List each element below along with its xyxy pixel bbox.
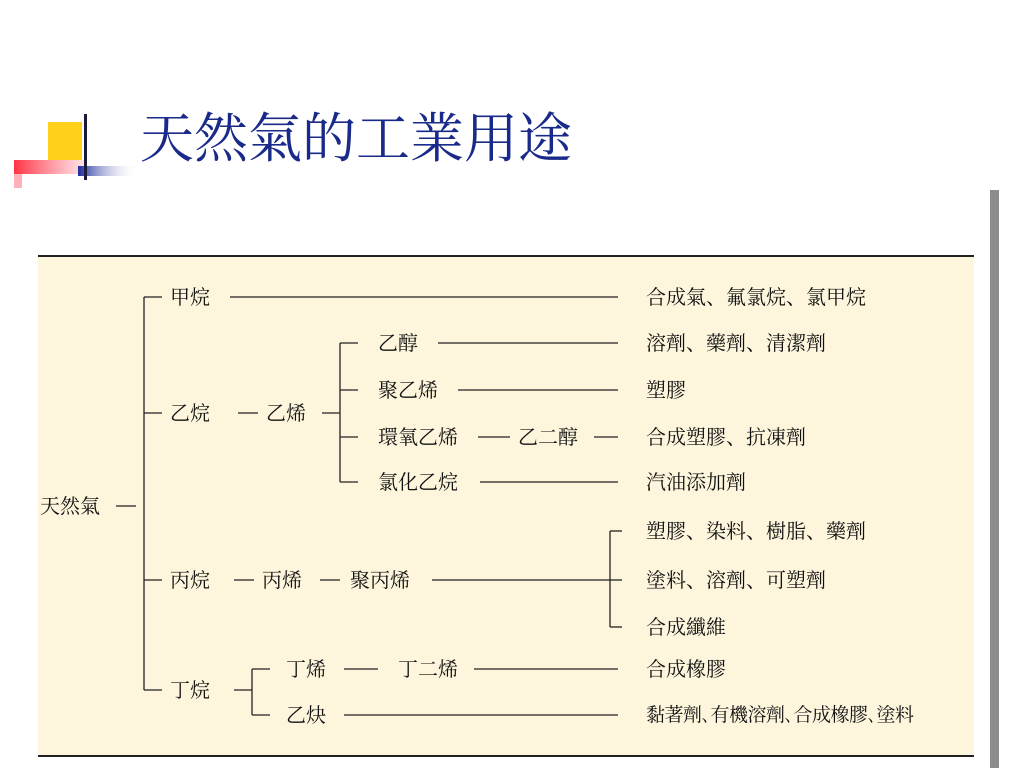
node-chloroethane: 氯化乙烷: [378, 470, 458, 494]
node-butane: 丁烷: [170, 678, 210, 702]
use-polypropylene-1: 塑膠、染料、樹脂、藥劑: [646, 519, 866, 543]
use-polypropylene-3: 合成纖維: [646, 615, 726, 639]
node-ethylene-oxide: 環氧乙烯: [378, 425, 458, 449]
red-bar: [14, 160, 84, 174]
node-polypropylene: 聚丙烯: [350, 568, 410, 592]
right-edge-bar: [990, 190, 999, 768]
node-polyethylene: 聚乙烯: [378, 378, 438, 402]
dark-stem: [84, 114, 87, 180]
slide-decoration: [0, 100, 140, 200]
node-acetylene: 乙炔: [286, 703, 326, 727]
use-polyethylene: 塑膠: [646, 378, 686, 402]
node-propane: 丙烷: [170, 568, 210, 592]
node-root: 天然氣: [40, 494, 100, 518]
use-methane: 合成氣、氟氯烷、氯甲烷: [646, 285, 866, 309]
yellow-square: [48, 122, 82, 160]
node-ethane: 乙烷: [170, 401, 210, 425]
tree-diagram-panel: [38, 255, 974, 757]
use-acetylene: 黏著劑､有機溶劑､合成橡膠､塗料: [646, 704, 914, 726]
node-ethylene: 乙烯: [266, 401, 306, 425]
slide-title: 天然氣的工業用途: [140, 107, 572, 170]
red-stub: [14, 174, 22, 188]
corner-bars-graphic: [0, 100, 140, 200]
use-polypropylene-2: 塗料、溶劑、可塑劑: [646, 568, 826, 592]
node-ethylene-glycol: 乙二醇: [518, 425, 578, 449]
use-ethylene-glycol: 合成塑膠、抗凍劑: [646, 425, 806, 449]
node-butadiene: 丁二烯: [398, 657, 458, 681]
node-methane: 甲烷: [170, 285, 210, 309]
node-ethanol: 乙醇: [378, 331, 418, 355]
node-propylene: 丙烯: [262, 568, 302, 592]
use-chloroethane: 汽油添加劑: [646, 470, 746, 494]
use-butadiene: 合成橡膠: [646, 657, 726, 681]
use-ethanol: 溶劑、藥劑、清潔劑: [646, 331, 826, 355]
node-butene: 丁烯: [286, 657, 326, 681]
